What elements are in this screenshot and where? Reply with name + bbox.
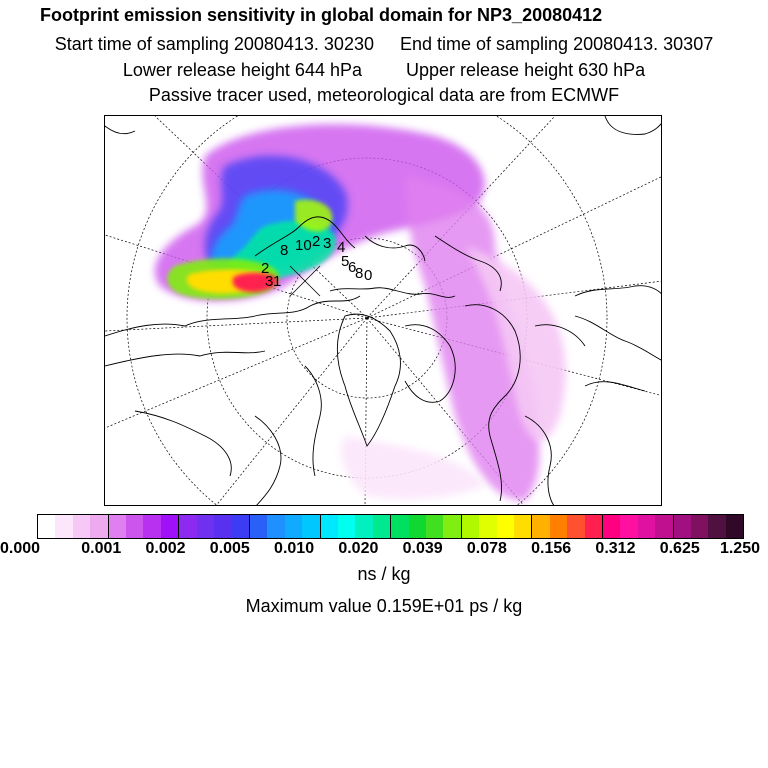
traj-label-4: 3: [323, 235, 332, 252]
colorbar-cell: [126, 515, 143, 538]
colorbar-cell: [55, 515, 72, 538]
traj-label-11: 1: [273, 273, 282, 290]
colorbar-cell: [197, 515, 214, 538]
traj-label-12: 3: [265, 273, 274, 290]
colorbar-tick-labels: [0, 540, 768, 560]
colorbar-cell: [178, 515, 196, 538]
tracer-note: Passive tracer used, meteorological data are from ECMWF: [148, 85, 620, 105]
colorbar-tick-label: 0.156: [531, 540, 572, 557]
colorbar-cell: [585, 515, 602, 538]
colorbar-unit: ns / kg: [357, 564, 411, 584]
end-time: End time of sampling 20080413. 30307: [399, 34, 714, 54]
colorbar-tick-label: 0.020: [338, 540, 379, 557]
traj-label-1: 8: [280, 242, 289, 259]
footprint-plume: [155, 124, 566, 501]
colorbar-cell: [497, 515, 514, 538]
traj-label-10: 2: [261, 260, 270, 277]
colorbar-cell: [108, 515, 126, 538]
colorbar-cell: [726, 515, 743, 538]
colorbar-tick-label: 0.000: [0, 540, 41, 557]
traj-label-8: 8: [355, 265, 364, 282]
colorbar-cell: [338, 515, 355, 538]
colorbar-cell: [531, 515, 549, 538]
sampling-times: [0, 33, 768, 55]
colorbar: [37, 514, 744, 539]
colorbar-cell: [320, 515, 338, 538]
traj-label-5: 4: [337, 239, 346, 256]
colorbar-cell: [691, 515, 708, 538]
colorbar-cell: [479, 515, 496, 538]
colorbar-cell: [143, 515, 160, 538]
colorbar-cell: [638, 515, 655, 538]
colorbar-cell: [373, 515, 390, 538]
colorbar-cell: [161, 515, 178, 538]
lower-release-height: Lower release height 644 hPa: [122, 60, 362, 80]
traj-label-7: 6: [348, 259, 357, 276]
colorbar-cell: [567, 515, 584, 538]
colorbar-cell: [602, 515, 620, 538]
colorbar-tick-label: 0.001: [81, 540, 122, 557]
colorbar-cell: [267, 515, 284, 538]
upper-release-height: Upper release height 630 hPa: [406, 60, 646, 80]
colorbar-tick-label: 0.312: [595, 540, 636, 557]
colorbar-cell: [708, 515, 725, 538]
colorbar-cell: [550, 515, 567, 538]
colorbar-cell: [302, 515, 319, 538]
maximum-value: Maximum value 0.159E+01 ps / kg: [245, 596, 523, 616]
traj-label-9: 0: [364, 267, 373, 284]
colorbar-cell: [355, 515, 372, 538]
colorbar-cell: [409, 515, 426, 538]
colorbar-cell: [390, 515, 408, 538]
colorbar-cell: [285, 515, 302, 538]
colorbar-cell: [73, 515, 90, 538]
colorbar-tick-label: 0.039: [402, 540, 443, 557]
map-title: Footprint emission sensitivity in global domain for NP3_20080412: [40, 5, 603, 25]
colorbar-cell: [214, 515, 231, 538]
colorbar-tick-label: 1.250: [719, 540, 760, 557]
start-time: Start time of sampling 20080413. 30230: [54, 34, 374, 54]
colorbar-cell: [443, 515, 460, 538]
map-canvas: [105, 116, 662, 506]
colorbar-cell: [249, 515, 267, 538]
colorbar-cell: [38, 515, 55, 538]
colorbar-cell: [90, 515, 107, 538]
colorbar-cell: [673, 515, 691, 538]
colorbar-tick-label: 0.010: [274, 540, 315, 557]
traj-label-2: 10: [295, 237, 312, 254]
traj-label-3: 2: [312, 233, 321, 250]
colorbar-tick-label: 0.078: [466, 540, 507, 557]
colorbar-cell: [426, 515, 443, 538]
colorbar-cell: [620, 515, 637, 538]
colorbar-cell: [461, 515, 479, 538]
colorbar-cell: [514, 515, 531, 538]
release-heights: [0, 59, 768, 81]
colorbar-tick-label: 0.002: [145, 540, 186, 557]
footprint-map: [104, 115, 662, 506]
colorbar-tick-label: 0.005: [209, 540, 250, 557]
colorbar-cell: [231, 515, 248, 538]
colorbar-tick-label: 0.625: [659, 540, 700, 557]
traj-label-6: 5: [341, 253, 350, 270]
colorbar-cell: [655, 515, 672, 538]
